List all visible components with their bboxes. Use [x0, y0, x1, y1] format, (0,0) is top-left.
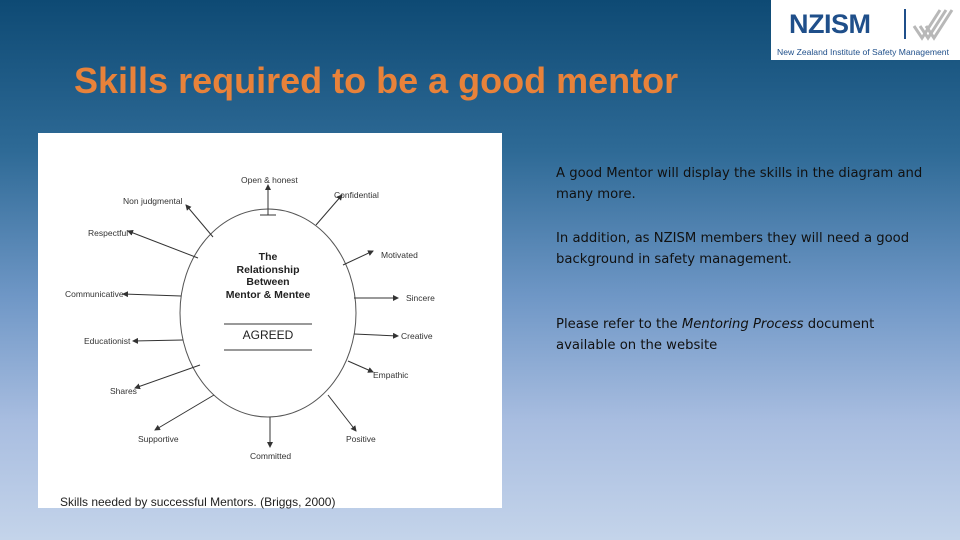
- arrow-educationist: [133, 340, 183, 341]
- arrow-empathic: [348, 361, 373, 372]
- center-line: Between: [246, 276, 290, 288]
- label-educationist: Educationist: [84, 336, 131, 346]
- logo-divider: [904, 9, 906, 39]
- label-positive: Positive: [346, 434, 376, 444]
- label-respectful: Respectful: [88, 228, 129, 238]
- arrow-respectful: [128, 231, 198, 258]
- paragraph-text: Please refer to the: [556, 317, 682, 332]
- arrow-positive: [328, 395, 356, 431]
- relationship-center-text: [218, 251, 318, 301]
- paragraph-safety-background: In addition, as NZISM members they will need a good background in safety management.: [556, 231, 910, 267]
- arrow-motivated: [343, 251, 373, 265]
- label-sincere: Sincere: [406, 293, 435, 303]
- agreed-label: AGREED: [242, 328, 294, 342]
- mentor-skills-diagram: [38, 133, 502, 508]
- center-line: Mentor & Mentee: [225, 288, 311, 301]
- label-confidential: Confidential: [334, 190, 379, 200]
- diagram-caption: Skills needed by successful Mentors. (Briggs, 2000): [60, 495, 336, 509]
- center-line: Relationship: [236, 263, 300, 276]
- arrow-supportive: [155, 395, 214, 430]
- checkmark-icon: [910, 6, 956, 44]
- nzism-logo: [771, 0, 960, 60]
- logo-wordmark: NZISM: [789, 9, 871, 39]
- paragraph-text: document available on the website: [556, 317, 875, 353]
- label-open-honest: Open & honest: [241, 175, 298, 185]
- label-non-judgmental: Non judgmental: [123, 196, 183, 206]
- paragraph-mentoring-process: [556, 314, 936, 356]
- relationship-circle: [180, 209, 356, 417]
- label-communicative: Communicative: [65, 289, 124, 299]
- label-supportive: Supportive: [138, 434, 179, 444]
- paragraph-skills: A good Mentor will display the skills in the diagram and many more.: [556, 166, 923, 202]
- arrow-creative: [354, 334, 398, 336]
- center-line: The: [258, 251, 278, 263]
- slide-title: Skills required to be a good mentor: [74, 60, 679, 101]
- label-motivated: Motivated: [381, 250, 418, 260]
- arrow-shares: [135, 365, 200, 388]
- arrow-non-judgmental: [186, 205, 213, 237]
- arrow-communicative: [123, 294, 181, 296]
- label-shares: Shares: [110, 386, 137, 396]
- mentoring-process-emphasis: Mentoring Process: [681, 317, 804, 332]
- label-empathic: Empathic: [373, 370, 409, 380]
- label-creative: Creative: [401, 331, 433, 341]
- logo-subtitle: New Zealand Institute of Safety Management: [777, 47, 949, 57]
- label-committed: Committed: [250, 451, 292, 461]
